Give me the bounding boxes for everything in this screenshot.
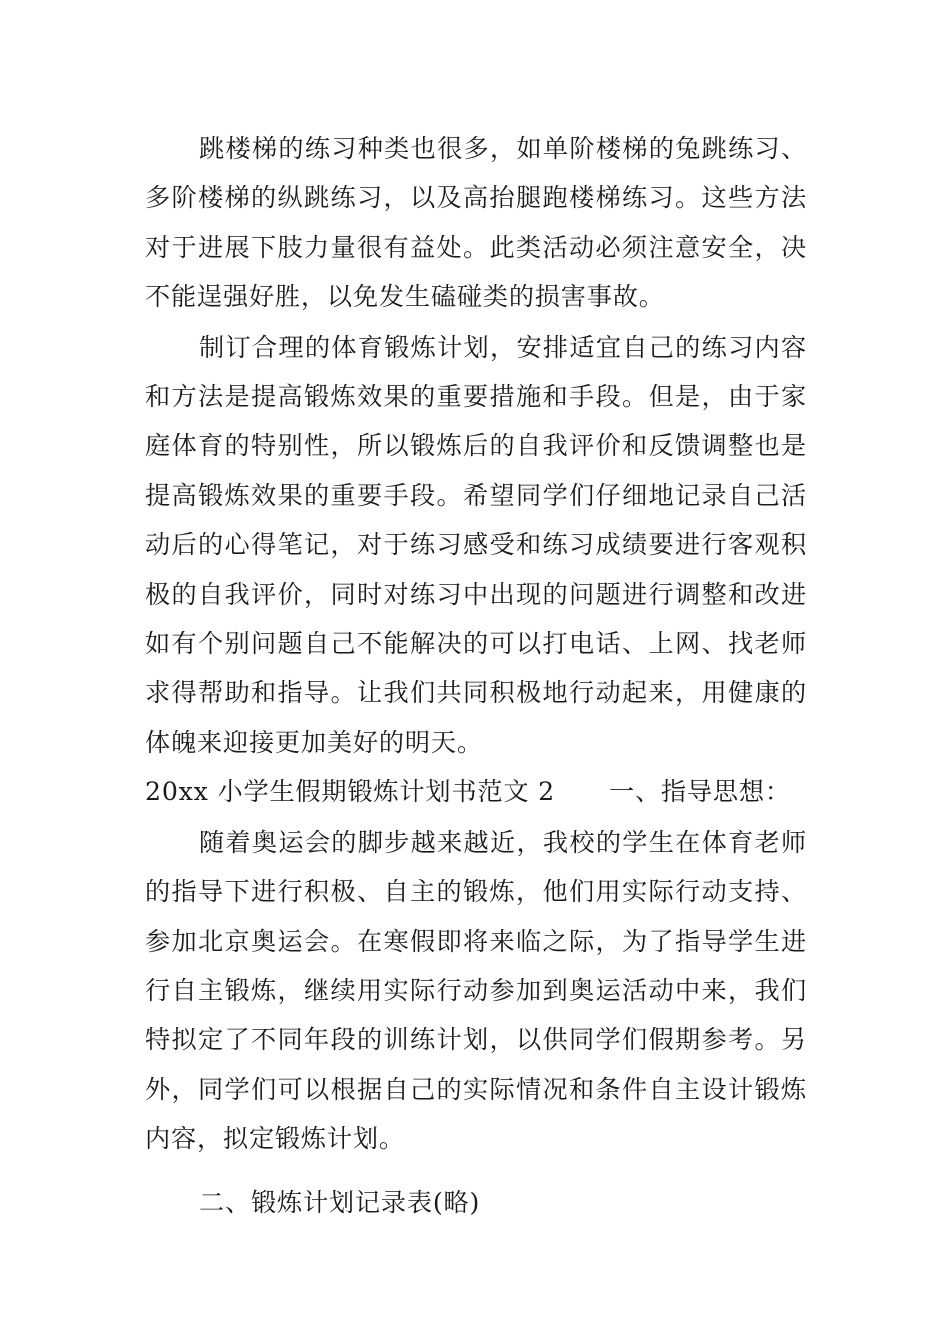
paragraph-stair-jumping: 跳楼梯的练习种类也很多，如单阶楼梯的兔跳练习、多阶楼梯的纵跳练习，以及高抬腿跑楼梯练习。这些方法对于进展下肢力量很有益处。此类活动必须注意安全，决不能逞强好胜，以免发生磕碰类的损害事故。 [145,134,807,312]
document-heading [145,767,807,816]
heading-subtitle: 一、指导思想： [608,777,791,807]
document-page [145,124,807,1227]
paragraph-guiding-idea: 随着奥运会的脚步越来越近，我校的学生在体育老师的指导下进行积极、自主的锻炼，他们用实际行动支持、参加北京奥运会。在寒假即将来临之际，为了指导学生进行自主锻炼，继续用实际行动参加到奥运活动中来，我们特拟定了不同年段的训练计划，以供同学们假期参考。另外，同学们可以根据自己的实际情况和条件自主设计锻炼内容，拟定锻炼计划。 [145,827,807,1154]
heading-title: 20xx 小学生假期锻炼计划书范文 2 [145,777,555,807]
paragraph-training-plan: 制订合理的体育锻炼计划，安排适宜自己的练习内容和方法是提高锻炼效果的重要措施和手段。但是，由于家庭体育的特别性，所以锻炼后的自我评价和反馈调整也是提高锻炼效果的重要手段。希望同学们仔细地记录自己活动后的心得笔记，对于练习感受和练习成绩要进行客观积极的自我评价，同时对练习中出现的问题进行调整和改进如有个别问题自己不能解决的可以打电话、上网、找老师求得帮助和指导。让我们共同积极地行动起来，用健康的体魄来迎接更加美好的明天。 [145,332,807,757]
section-title-record-table: 二、锻炼计划记录表(略) [199,1187,481,1217]
